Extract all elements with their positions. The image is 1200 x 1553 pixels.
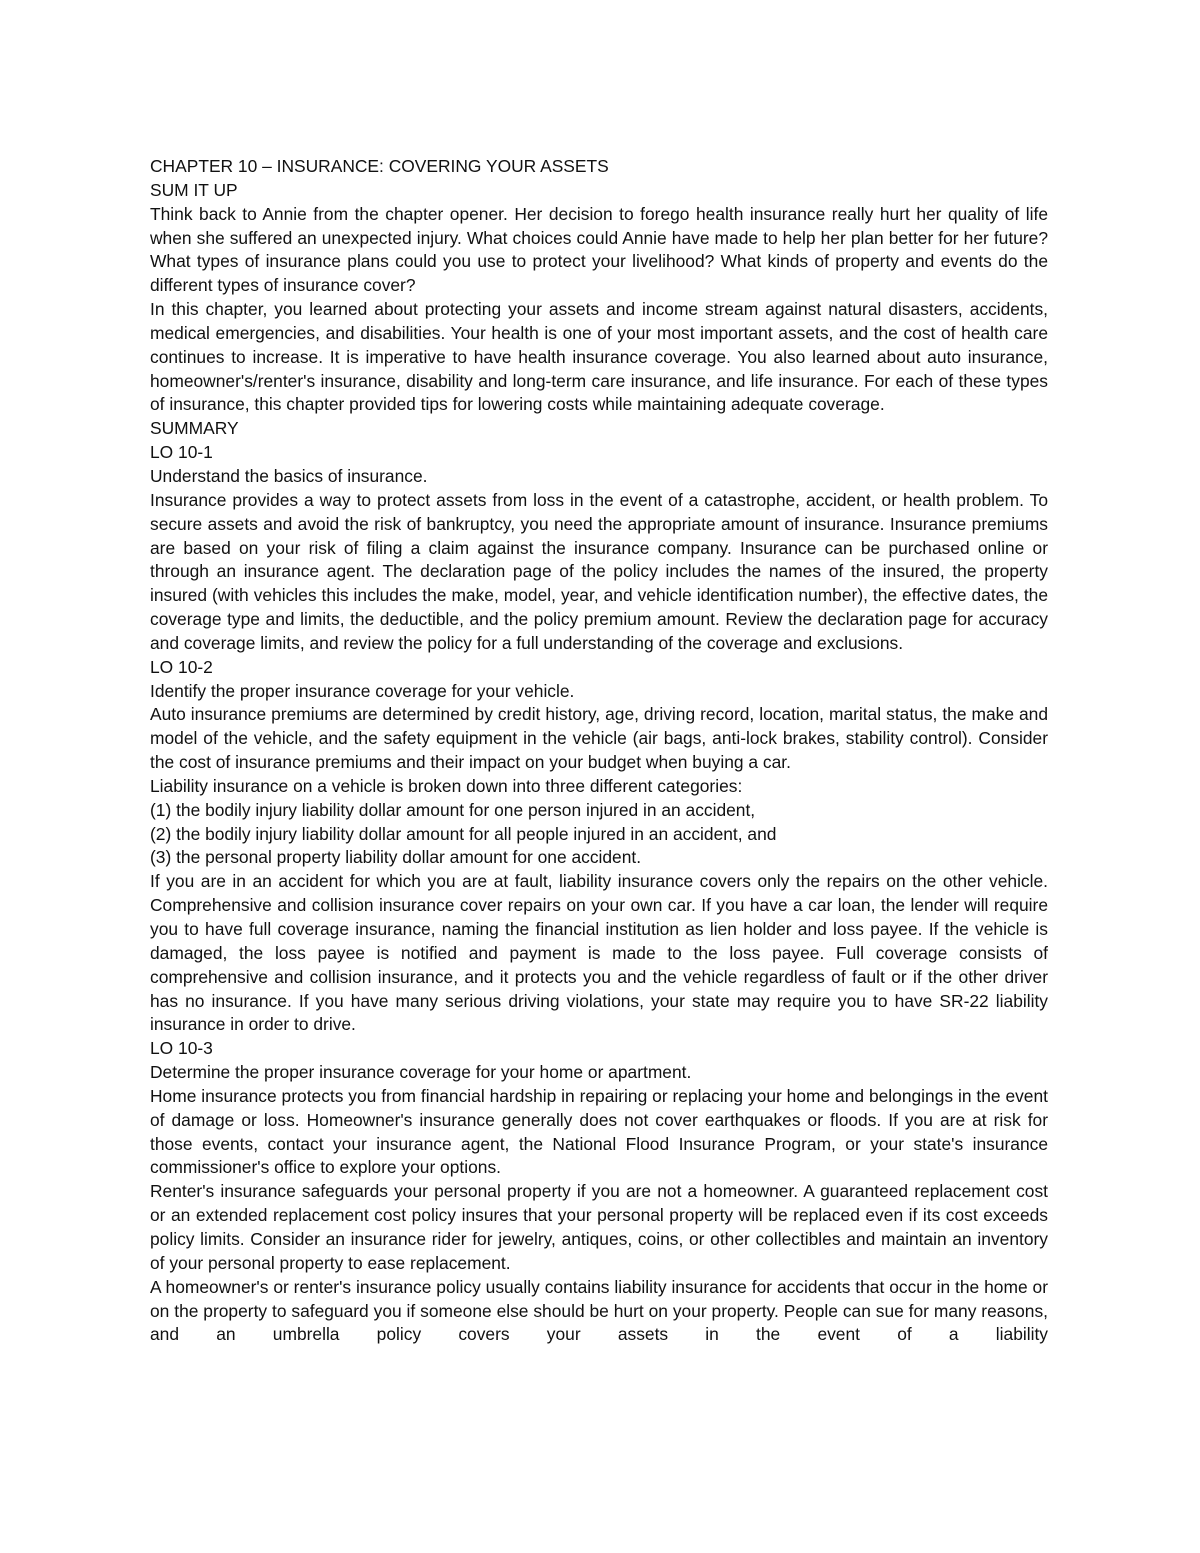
lo-10-3-paragraph-2: Renter's insurance safeguards your personal property if you are not a homeowner. A guaranteed replacement cost or an extended replacement cost policy insures that your personal property will be replaced even if its cost exceeds policy limits. Consider an insurance rider for jewelry, antiques, coins, or other collectibles and maintain an inventory of your personal property to ease replacement. xyxy=(150,1181,1048,1273)
lo-10-3-paragraph-3: A homeowner's or renter's insurance policy usually contains liability insurance for accidents that occur in the home or on the property to safeguard you if someone else should be hurt on your property. People can sue for many reasons, and an umbrella policy covers your assets in the event of a liability xyxy=(150,1276,1048,1345)
summary-heading: SUMMARY xyxy=(150,418,239,439)
lo-10-3-paragraph-1: Home insurance protects you from financial hardship in repairing or replacing your home and belongings in the event of damage or loss. Homeowner's insurance generally does not cover earthquakes or floods. If you are at risk for those events, contact your insurance agent, the National Flood Insurance Program, or your state's insurance commissioner's office to explore your options. xyxy=(150,1085,1048,1178)
lo-10-2-premiums-paragraph: Auto insurance premiums are determined by credit history, age, driving record, location, marital status, the make and model of the vehicle, and the safety equipment in the vehicle (air bags, anti-lock brakes, stability control). Consider the cost of insurance premiums and their impact on your budget when buying a car. xyxy=(150,704,1048,773)
lo-10-2-fault-paragraph: If you are in an accident for which you are at fault, liability insurance covers only the repairs on the other vehicle. Comprehensive and collision insurance cover repairs on your own car. If you have a car loan, the lender will require you to have full coverage insurance, naming the financial institution as lien holder and loss payee. If the vehicle is damaged, the loss payee is notified and payment is made to the loss payee. Full coverage consists of comprehensive and collision insurance, and it protects you and the vehicle regardless of fault or if the other driver has no insurance. If you have many serious driving violations, your state may require you to have SR-22 liability insurance in order to drive. xyxy=(150,871,1048,1035)
liability-category-2: (2) the bodily injury liability dollar amount for all people injured in an accident, and xyxy=(150,823,777,844)
sum-it-up-paragraph-1: Think back to Annie from the chapter opener. Her decision to forego health insurance really hurt her quality of life when she suffered an unexpected injury. What choices could Annie have made to help her plan better for her future? What types of insurance plans could you use to protect your livelihood? What kinds of property and events do the different types of insurance cover? xyxy=(150,203,1048,296)
lo-10-1-objective: Understand the basics of insurance. xyxy=(150,465,428,486)
document-page xyxy=(150,155,1048,1347)
lo-10-2-objective: Identify the proper insurance coverage for your vehicle. xyxy=(150,680,575,701)
sum-it-up-heading: SUM IT UP xyxy=(150,179,238,200)
lo-10-1-label: LO 10-1 xyxy=(150,442,213,463)
lo-10-3-label: LO 10-3 xyxy=(150,1038,213,1059)
liability-category-3: (3) the personal property liability dollar amount for one accident. xyxy=(150,847,642,868)
lo-10-2-label: LO 10-2 xyxy=(150,656,213,677)
lo-10-1-paragraph: Insurance provides a way to protect assets from loss in the event of a catastrophe, accident, or health problem. To secure assets and avoid the risk of bankruptcy, you need the appropriate amount of insurance. Insurance premiums are based on your risk of filing a claim against the insurance company. Insurance can be purchased online or through an insurance agent. The declaration page of the policy includes the names of the insured, the property insured (with vehicles this includes the make, model, year, and vehicle identification number), the effective dates, the coverage type and limits, the deductible, and the policy premium amount. Review the declaration page for accuracy and coverage limits, and review the policy for a full understanding of the coverage and exclusions. xyxy=(150,489,1048,653)
sum-it-up-paragraph-2: In this chapter, you learned about protecting your assets and income stream against natural disasters, accidents, medical emergencies, and disabilities. Your health is one of your most important assets, and the cost of health care continues to increase. It is imperative to have health insurance coverage. You also learned about auto insurance, homeowner's/renter's insurance, disability and long-term care insurance, and life insurance. For each of these types of insurance, this chapter provided tips for lowering costs while maintaining adequate coverage. xyxy=(150,299,1048,415)
lo-10-3-objective: Determine the proper insurance coverage for your home or apartment. xyxy=(150,1062,692,1083)
chapter-title: CHAPTER 10 – INSURANCE: COVERING YOUR ASSETS xyxy=(150,156,609,176)
liability-categories-intro: Liability insurance on a vehicle is broken down into three different categories: xyxy=(150,775,743,796)
liability-category-1: (1) the bodily injury liability dollar amount for one person injured in an accident, xyxy=(150,799,756,820)
